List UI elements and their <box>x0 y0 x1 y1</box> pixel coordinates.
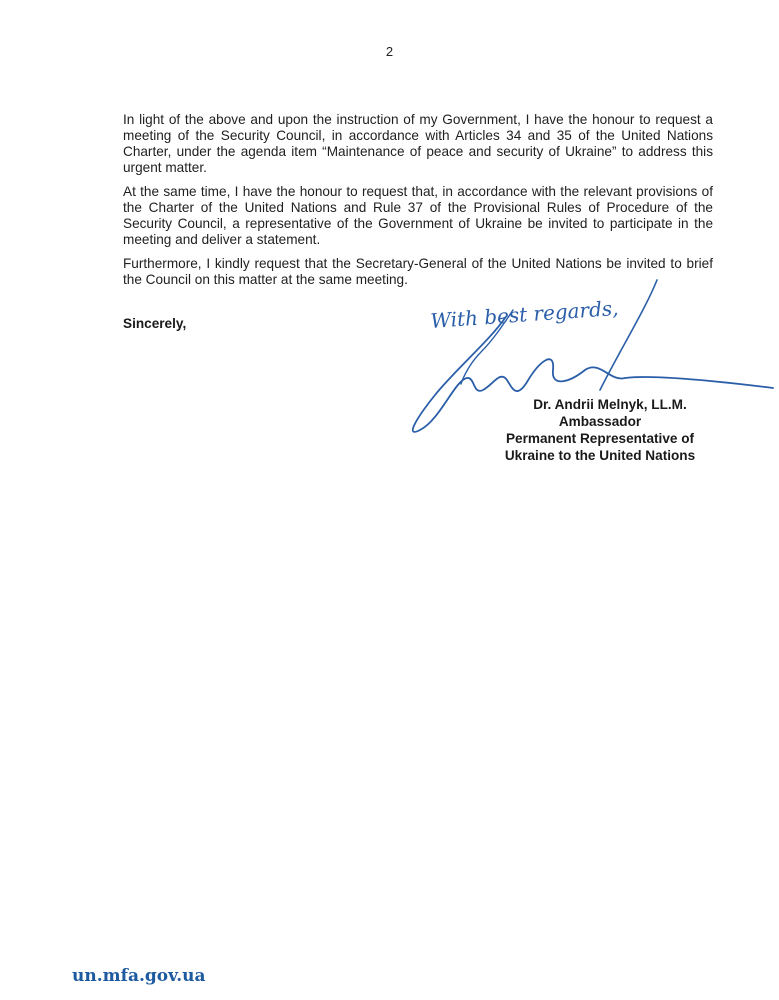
signatory-position-line2: Ukraine to the United Nations <box>504 448 696 463</box>
paragraph-representative: At the same time, I have the honour to request that, in accordance with the relevant provisions of the Charter of the United Nations and Rule 37 of the Provisional Rules of Procedure of the Security Council, a representative of the Government of Ukraine be invited to participate in the meeting and deliver a statement. <box>123 184 713 247</box>
paragraph-secretary-general: Furthermore, I kindly request that the Secretary-General of the United Nations be invited to brief the Council on this matter at the same meeting. <box>123 256 713 287</box>
letter-body <box>123 112 713 296</box>
closing-salutation: Sincerely, <box>123 316 187 331</box>
signature-block <box>440 396 760 464</box>
handwritten-note: With best regards, <box>429 295 620 333</box>
signatory-position-line1: Permanent Representative of <box>505 431 695 446</box>
signatory-name: Dr. Andrii Melnyk, LL.M. <box>533 397 687 412</box>
footer-website-link[interactable]: un.mfa.gov.ua <box>72 966 206 986</box>
signature-stroke-slash <box>600 280 657 390</box>
signature-stroke-loop <box>461 310 513 384</box>
signatory-title: Ambassador <box>558 414 642 429</box>
paragraph-request-meeting: In light of the above and upon the instruction of my Government, I have the honour to request a meeting of the Security Council, in accordance with Articles 34 and 35 of the United Nations Charter, under the agenda item “Maintenance of peace and security of Ukraine” to address this urgent matter. <box>123 112 713 175</box>
page-number: 2 <box>385 44 394 59</box>
